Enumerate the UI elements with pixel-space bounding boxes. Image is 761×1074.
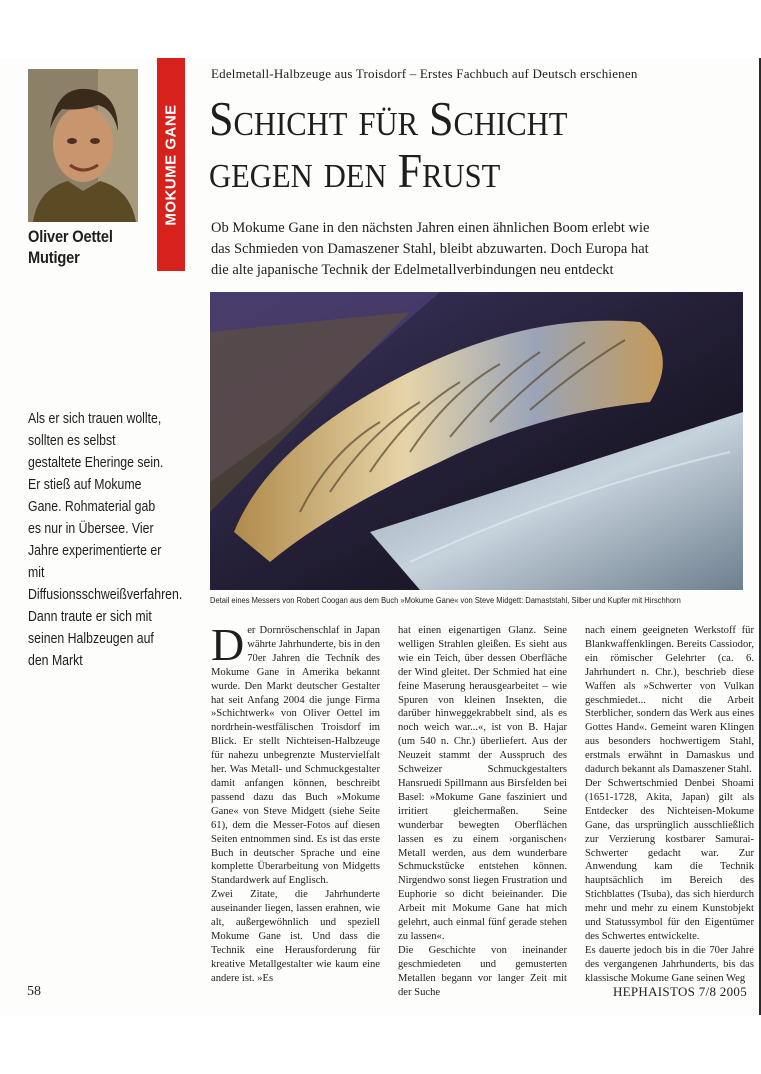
author-portrait-photo xyxy=(28,69,138,222)
section-tag-label: MOKUME GANE xyxy=(162,103,180,226)
photo-caption: Detail eines Messers von Robert Coogan aus dem Buch »Mokume Gane« von Steve Midgett: Damaststahl, Silber und Kupfer mit Hirschhorn xyxy=(210,595,681,605)
body-paragraph: nach einem geeigneten Werkstoff für Blankwaffenklingen. Bereits Cassiodor, ein römischer Gelehrter (ca. 6. Jahrhundert n. Chr.), beschrieb diese Waffen als »Schwerter von Vulkan geschmiedet... nicht die Arbeit Sterblicher, sondern das Werk aus eines Gottes Hand«. Gemeint waren Klingen aus besonders hochwertigem Stahl, erstmals erwähnt in Damaskus und dadurch bekannt als Damaszener Stahl. xyxy=(585,625,754,776)
author-name: Oliver Oettel xyxy=(28,227,113,246)
author-caption xyxy=(28,226,136,268)
body-paragraph: Die Geschichte von ineinander geschmiedeten und gemusterten Metallen begann vor langer Zeit mit der Suche xyxy=(398,944,567,998)
section-tag xyxy=(157,58,185,271)
drop-cap: D xyxy=(211,619,245,670)
body-paragraph: Es dauerte jedoch bis in die 70er Jahre des vergangenen Jahrhunderts, bis das klassische Mokume Gane seinen Weg xyxy=(585,944,754,984)
body-paragraph: hat einen eigenartigen Glanz. Seine welligen Strahlen gleißen. Es sieht aus wie ein Teich, über dessen Oberfläche der Wind gleitet. Der Schmied hat eine feine Maserung herausgearbeitet – wie Spuren von kleinen Insekten, die darüber hinweggekrabbelt sind, als es noch weich war...«, ist von B. Hajar (um 540 n. Chr.) überliefert. Aus der Neuzeit stammt der Ausspruch des Schweizer Schmuckgestalters Hansruedi Spillmann aus Birsfelden bei Basel: »Mokume Gane fasziniert und irritiert gleichermaßen. Seine wunderbar bewegten Oberflächen lassen es zu einem ›organischen‹ Metall werden, aus dem wunderbare Schmuckstücke entstehen können. Nirgendwo sonst liegen Frustration und Euphorie so dicht beieinander. Die Arbeit mit Mokume Gane hat mich gelehrt, auch einmal fünf gerade stehen zu lassen«. xyxy=(398,625,567,942)
lead-paragraph: Ob Mokume Gane in den nächsten Jahren einen ähnlichen Boom erlebt wie das Schmieden von Damaszener Stahl, bleibt abzuwarten. Doch Europa hat die alte japanische Technik der Edelmetallverbindungen neu entdeckt xyxy=(211,220,650,278)
knife-detail-photo xyxy=(210,292,743,590)
author-role: Mutiger xyxy=(28,248,80,267)
kicker-line: Edelmetall-Halbzeuge aus Troisdorf – Erstes Fachbuch auf Deutsch erschienen xyxy=(211,66,638,81)
body-paragraph: Der Schwertschmied Denbei Shoami (1651-1728, Akita, Japan) gilt als Entdecker des Nichteisen-Mokume Gane, das ursprünglich ausschließlich zur Verzierung kostbarer Samurai-Schwerter gedacht war. Zur Anwendung kam die Technik hauptsächlich im Bereich des Stichblattes (Tsuba), das sich hierdurch mehr und mehr zu einem Kunstobjekt und Statussymbol für den Eigentümer des Schwertes entwickelte. xyxy=(585,777,754,942)
body-column-1 xyxy=(211,619,380,986)
body-text: er Dornröschenschlaf in Japan währte Jahrhunderte, bis in den 70er Jahren die Technik des Mokume Gane in Amerika bekannt wurde. Den Markt deutscher Gestalter hat seit Anfang 2004 die junge Firma »Schichtwerk« von Oliver Oettel im nordrhein-westfälischen Troisdorf im Blick. Er stellt Nichteisen-Halbzeuge für nahezu unbegrenzte Mustervielfalt her. Was Metall- und Schmuckgestalter damit anfangen können, beschreibt passend dazu das Buch »Mokume Gane« von Steve Midgett (siehe Seite 61), dem die Messer-Fotos auf diesen Seiten entnommen sind. Es ist das erste Buch in deutscher Sprache und eine komplette Überarbeitung von Midgetts Standardwerk auf Englisch. xyxy=(211,625,380,887)
page-number: 58 xyxy=(27,984,41,999)
pull-quote: Als er sich trauen wollte, sollten es selbst gestaltete Eheringe sein. Er stieß auf Mokume Gane. Rohmaterial gab es nur in Übersee. Vier Jahre experimentierte er mit Diffusionsschweißverfahren. Dann traute er sich mit seinen Halbzeugen auf den Markt xyxy=(28,410,183,669)
headline-line-1: Schicht für Schicht xyxy=(209,91,568,146)
body-paragraph: Zwei Zitate, die Jahrhunderte auseinander liegen, lassen erahnen, wie alt, außergewöhnlich und speziell Mokume Gane ist. Und dass die Technik eine Herausforderung für kreative Metallgestalter wie kaum eine andere ist. »Es xyxy=(211,889,380,984)
magazine-issue: HEPHAISTOS 7/8 2005 xyxy=(612,984,747,999)
body-column-3 xyxy=(585,624,754,986)
body-column-2 xyxy=(398,624,567,999)
headline-line-2: gegen den Frust xyxy=(209,143,501,198)
body-paragraph xyxy=(211,619,380,888)
